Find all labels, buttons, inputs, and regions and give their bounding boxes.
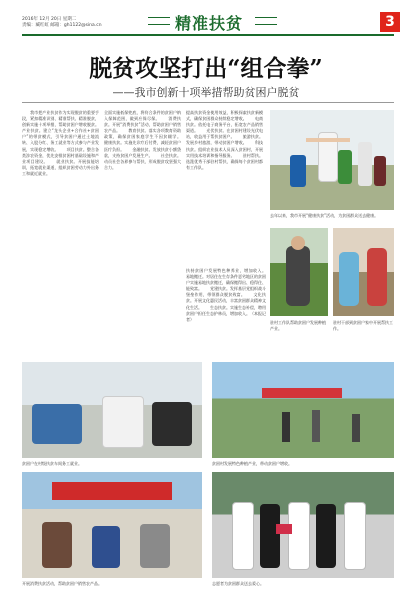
caption-4: 贫困户在村级扶贫车间务工就业。 [22,461,82,466]
date-line: 2016年 12月 20日 星期二 [22,17,77,22]
header-meta [22,17,102,29]
subheadline: ——我市创新十项举措帮助贫困户脱贫 [112,86,300,99]
editor-line: 责编：臧红虹 邮箱：gh1122@sina.cn [22,23,102,28]
headline: 脱贫攻坚打出“组合拳” [89,55,323,82]
photo-home-visit [333,228,394,316]
photo-planting [270,228,328,316]
article-column-1 [22,110,99,358]
column-4-text: 扶持贫困户发展特色种养业，增加收入。 易地搬迁。对居住在生存条件恶劣地区的贫困户实施易地扶贫搬迁，确保搬得出、稳得住、能致富。 党建扶贫。发挥基层党组织战斗堡垒作用，带领群众脱贫致富。 文化扶贫。开展文化惠民活动，丰富贫困群众精神文化生活。 生态扶贫。实施生态补偿，聘用贫困户担任生态护林员，增加收入。（本报记者） [186,268,266,322]
column-1-text: 我市把产业扶贫作为实现脱贫的重要手段，紧扣精准识别、精准帮扶、精准脱贫，创新实施十项举措，帮助贫困户增收脱贫。 产业扶贫。建立“龙头企业+合作社+贫困户”的带贫模式，引导贫困户通过土地流转、入股分红、务工就业等方式参与产业发展，实现稳定增收。 项目扶贫。整合各类涉农资金，优先安排贫困村基础设施和产业项目建设。 就业扶贫。开展技能培训，拓宽就业渠道，组织贫困劳动力外出务工和就近就业。 [22,110,99,176]
caption-2: 驻村工作队帮助贫困户发展种植产业。 [270,320,326,331]
caption-7: 志愿者为贫困群众送去爱心。 [212,581,264,586]
photo-orchard [212,362,394,458]
photo-market [22,472,202,578]
section-title: 精准扶贫 [175,14,244,33]
caption-1: 去年以来，我市开展“健康扶贫”活动，为贫困群众送去健康。 [270,213,379,218]
caption-3: 驻村干部到贫困户家中开展帮扶工作。 [333,320,393,331]
article-column-3 [186,110,263,220]
article-column-2 [104,110,181,358]
headline-divider [22,102,394,103]
page-number: 3 [380,12,400,32]
photo-workshop [22,362,202,458]
caption-5: 贫困村发展特色种植产业，带动贫困户增收。 [212,461,292,466]
caption-6: 开展消费扶贫活动，帮助贫困户销售农产品。 [22,581,102,586]
photo-health-activity [270,110,394,210]
title-ornament-left [148,17,170,25]
column-2-text: 全面实施低保兜底，将符合条件的贫困户纳入保障范围，做到应保尽保。 消费扶贫。开展“消费扶贫”活动，帮助贫困户销售农产品。 教育扶贫。落实各项教育资助政策，确保贫困家庭学生不因贫辍学。 健康扶贫。实施先诊疗后付费，减轻贫困户医疗负担。 金融扶贫。发放扶贫小额贷款，支持贫困户发展生产。 社会扶贫。动员社会各界参与帮扶，形成脱贫攻坚强大合力。 [104,110,181,170]
header-rule [22,34,394,36]
title-ornament-right [255,17,277,25]
article-column-4 [186,268,266,358]
photo-volunteers [212,472,394,578]
column-3-text: 提高扶贫资金使用效益，积极探索扶贫新模式，确保贫困群众持续稳定增收。 电商扶贫。依托电子商务平台，拓宽农产品销售渠道。 光伏扶贫。在贫困村建设光伏电站，收益用于帮扶贫困户。 旅游扶贫。发展乡村旅游，带动贫困户增收。 科技扶贫。组织农业技术人员深入贫困村，开展实用技术培训和指导服务。 驻村帮扶。选派优秀干部驻村帮扶，确保每个贫困村都有工作队。 [186,110,263,170]
